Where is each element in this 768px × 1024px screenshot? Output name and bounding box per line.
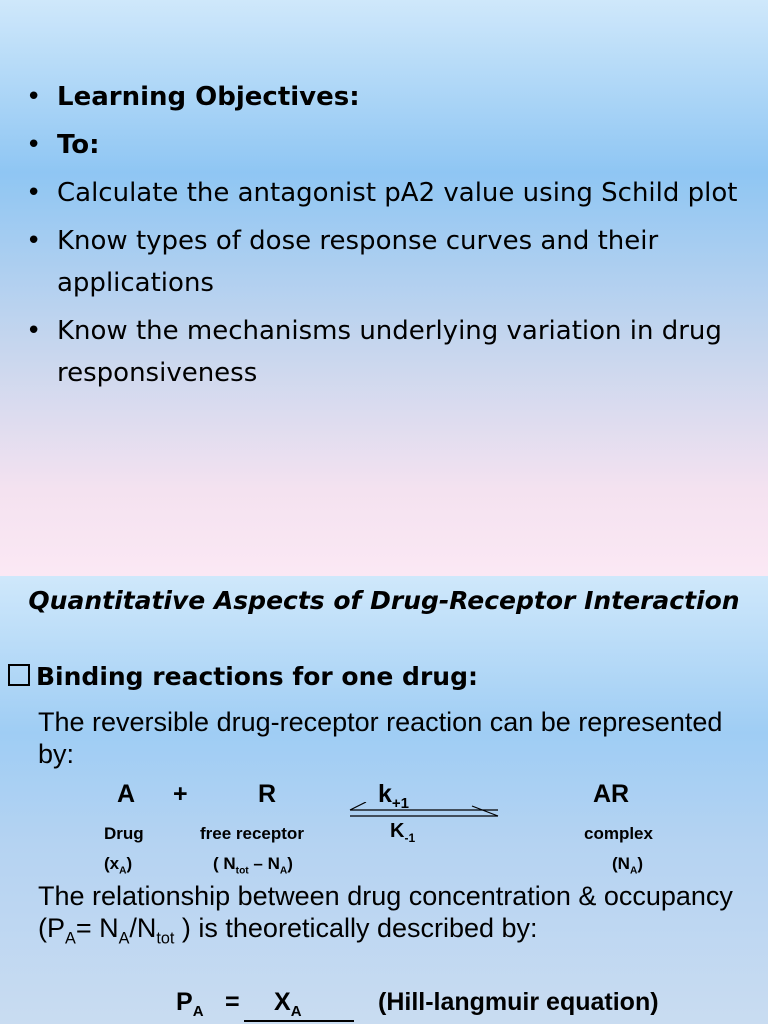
free-receptor-count: ( $N_{tot} - N_A$): [213, 854, 293, 877]
complex-label: complex: [584, 824, 653, 843]
complex-symbol: AR: [593, 780, 630, 808]
drug-label: Drug: [104, 824, 144, 843]
bullet-dot-icon: •: [26, 130, 42, 160]
plus-sign: +: [173, 780, 188, 808]
bullet-dot-icon: •: [26, 316, 42, 346]
reaction-description: The reversible drug-receptor reaction can be represented by:: [38, 707, 723, 769]
bullet-item: • Learning Objectives:: [26, 76, 766, 118]
slide-quantitative-aspects: [0, 576, 768, 1024]
receptor-symbol: R: [258, 780, 277, 808]
bullet-item: • Know the mechanisms underlying variation in drug responsiveness: [26, 310, 766, 394]
bullet-dot-icon: •: [26, 178, 42, 208]
free-receptor-label: free receptor: [200, 824, 304, 843]
bullet-dot-icon: •: [26, 82, 42, 112]
drug-concentration: $(x_A)$: [104, 854, 133, 877]
checkbox-bullet-icon: [8, 664, 30, 686]
section-heading: Binding reactions for one drug:: [8, 662, 478, 691]
bullet-item: • To:: [26, 124, 766, 166]
occupancy-description: The relationship between drug concentration & occupancy ($P_A= N_A/N_{tot}$ ) is theoretically described by:: [38, 881, 733, 948]
reverse-rate-constant: $K_{-1}$: [390, 820, 416, 845]
concentration-numerator: $X_A$: [244, 988, 354, 1022]
equals-sign: =: [225, 988, 240, 1016]
equilibrium-arrows-icon: [346, 802, 502, 826]
bullet-item: • Know types of dose response curves and their applications: [26, 220, 766, 304]
equation-name: (Hill-langmuir equation): [378, 988, 659, 1016]
slide-title: Quantitative Aspects of Drug-Receptor Interaction: [28, 586, 740, 615]
occupancy-symbol: $P_A$: [176, 988, 204, 1020]
drug-symbol: A: [117, 780, 136, 808]
forward-rate-constant: $k_{+1}$: [378, 780, 410, 812]
bullet-dot-icon: •: [26, 226, 42, 256]
bullet-item: • Calculate the antagonist pA2 value using Schild plot: [26, 172, 766, 214]
objectives-list: [26, 76, 766, 400]
complex-count: $(N_A)$: [612, 854, 643, 877]
